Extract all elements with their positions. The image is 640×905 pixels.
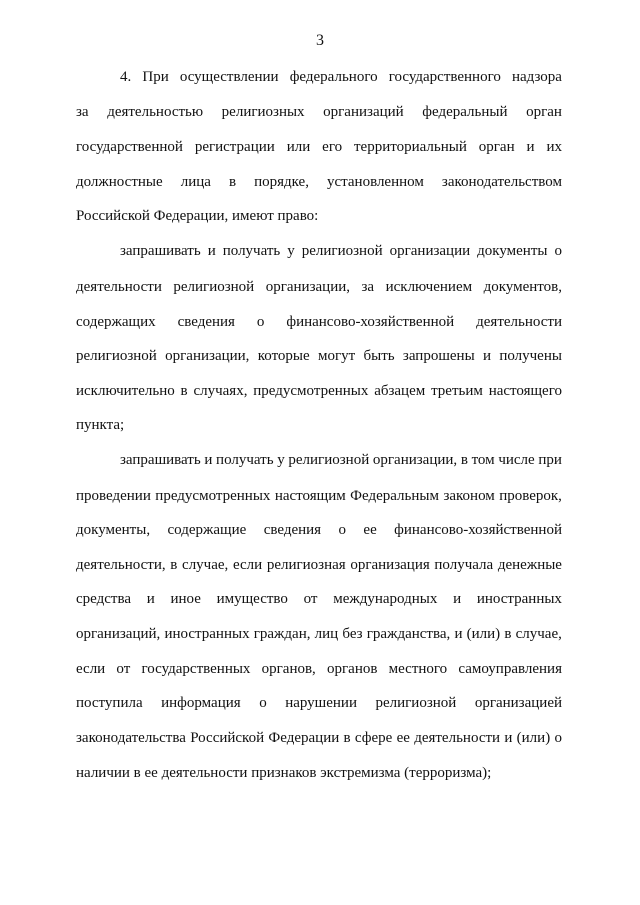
word: исключительно — [76, 383, 175, 399]
word: их — [546, 139, 562, 155]
text-line — [76, 381, 562, 401]
word: 4. — [120, 69, 132, 85]
word: законодательством — [441, 174, 562, 190]
word: в — [504, 626, 512, 642]
word: имущество — [216, 591, 288, 607]
word: запрошены — [402, 348, 475, 364]
word: деятельности — [476, 314, 562, 330]
text-line: пункта; — [76, 417, 125, 433]
word: быть — [363, 348, 395, 364]
word: в — [170, 557, 178, 573]
word: Федерации — [268, 730, 340, 746]
word: том — [471, 452, 495, 468]
word: и — [146, 591, 155, 607]
text-line — [76, 728, 562, 748]
word: о — [256, 314, 265, 330]
text-line — [76, 589, 562, 609]
word: документов, — [483, 279, 562, 295]
word: сведения — [263, 522, 322, 538]
word: случае, — [182, 557, 229, 573]
text-line: Российской Федерации, имеют право: — [76, 208, 319, 224]
word: за — [76, 104, 89, 120]
word: государственного — [388, 69, 501, 85]
word: религиозной — [288, 452, 370, 468]
word: при — [538, 452, 562, 468]
text-line — [76, 693, 562, 713]
word: содержащие — [167, 522, 247, 538]
text-line: наличии в ее деятельности признаков экстремизма (терроризма); — [76, 765, 492, 781]
word: организации, — [165, 348, 250, 364]
word: получены — [499, 348, 562, 364]
word: деятельности — [414, 730, 501, 746]
word: получала — [434, 557, 494, 573]
word: территориальный — [354, 139, 467, 155]
word: религиозной — [375, 695, 457, 711]
word: если — [76, 661, 106, 677]
word: и — [482, 348, 491, 364]
word: у — [277, 452, 285, 468]
word: Федеральным — [350, 488, 439, 504]
word: за — [361, 279, 375, 295]
word: лиц — [314, 626, 339, 642]
word: граждан, — [253, 626, 311, 642]
word: содержащих — [76, 314, 156, 330]
text-line — [120, 67, 562, 87]
word: или — [286, 139, 311, 155]
word: документы — [477, 243, 548, 259]
page-number: 3 — [316, 32, 324, 49]
word: органов, — [261, 661, 316, 677]
text-line — [120, 450, 562, 470]
word: ее — [363, 522, 377, 538]
word: его — [322, 139, 343, 155]
word: в — [460, 452, 468, 468]
word: организации — [389, 243, 471, 259]
word: финансово-хозяйственной — [394, 522, 562, 538]
word: государственной — [76, 139, 183, 155]
word: предусмотренных — [253, 383, 369, 399]
word: законом — [443, 488, 495, 504]
word: международных — [333, 591, 438, 607]
word: в — [343, 730, 351, 746]
word: средства — [76, 591, 132, 607]
word: организаций — [323, 104, 404, 120]
word: в — [228, 174, 237, 190]
word: сведения — [177, 314, 235, 330]
word: информация — [161, 695, 241, 711]
word: и — [454, 626, 463, 642]
word: регистрации — [194, 139, 275, 155]
word: настоящим — [274, 488, 346, 504]
word: и — [207, 243, 216, 259]
word: без — [342, 626, 363, 642]
word: надзора — [511, 69, 562, 85]
word: от — [303, 591, 318, 607]
word: государственных — [141, 661, 251, 677]
text-line — [76, 277, 562, 297]
word: деятельности — [76, 279, 162, 295]
word: лица — [180, 174, 211, 190]
word: случае, — [515, 626, 562, 642]
word: деятельности, — [76, 557, 166, 573]
word: запрашивать — [120, 452, 201, 468]
word: от — [116, 661, 131, 677]
text-line — [76, 137, 562, 157]
word: сфере — [354, 730, 393, 746]
word: исключением — [385, 279, 473, 295]
word: ее — [396, 730, 410, 746]
word: порядке, — [254, 174, 309, 190]
word: федерального — [289, 69, 378, 85]
word: (или) — [516, 730, 551, 746]
word: у — [287, 243, 295, 259]
word: и — [526, 139, 535, 155]
word: установленном — [326, 174, 424, 190]
word: самоуправления — [458, 661, 562, 677]
word: денежные — [497, 557, 562, 573]
word: запрашивать — [120, 243, 201, 259]
word: организацией — [474, 695, 562, 711]
word: получать — [222, 243, 281, 259]
word: иностранных — [164, 626, 250, 642]
word: абзацем — [374, 383, 426, 399]
text-line — [76, 312, 562, 332]
word: организации, — [372, 452, 458, 468]
word: могут — [317, 348, 356, 364]
word: и — [504, 730, 513, 746]
word: религиозной — [173, 279, 255, 295]
word: осуществлении — [179, 69, 279, 85]
word: должностные — [76, 174, 163, 190]
word: проверок, — [499, 488, 562, 504]
word: организация — [350, 557, 430, 573]
word: если — [232, 557, 263, 573]
word: иное — [170, 591, 201, 607]
word: религиозных — [221, 104, 305, 120]
word: и — [204, 452, 213, 468]
word: гражданства, — [366, 626, 451, 642]
word: и — [453, 591, 462, 607]
word: местного — [388, 661, 448, 677]
text-line — [76, 172, 562, 192]
text-line — [76, 102, 562, 122]
word: получать — [216, 452, 274, 468]
text-line — [76, 659, 562, 679]
text-line — [120, 241, 562, 261]
word: Российской — [190, 730, 265, 746]
word: документы, — [76, 522, 151, 538]
word: органов — [327, 661, 378, 677]
word: о — [259, 695, 267, 711]
word: законодательства — [76, 730, 186, 746]
text-line — [76, 555, 562, 575]
word: организации, — [265, 279, 350, 295]
word: орган — [526, 104, 562, 120]
text-line — [76, 624, 562, 644]
word: деятельностью — [107, 104, 204, 120]
word: финансово-хозяйственной — [286, 314, 455, 330]
word: нарушении — [285, 695, 357, 711]
text-line — [76, 486, 562, 506]
word: проведении — [76, 488, 151, 504]
text-line — [76, 346, 562, 366]
word: федеральный — [422, 104, 508, 120]
word: религиозной — [76, 348, 157, 364]
text-line — [76, 520, 562, 540]
word: настоящего — [488, 383, 562, 399]
word: числе — [498, 452, 535, 468]
word: о — [338, 522, 346, 538]
word: религиозной — [301, 243, 383, 259]
word: религиозная — [266, 557, 346, 573]
word: орган — [478, 139, 515, 155]
word: о — [554, 730, 562, 746]
word: в — [180, 383, 188, 399]
word: третьим — [431, 383, 483, 399]
word: организаций, — [76, 626, 161, 642]
word: (или) — [466, 626, 501, 642]
word: предусмотренных — [155, 488, 271, 504]
word: которые — [257, 348, 310, 364]
word: При — [142, 69, 169, 85]
word: о — [554, 243, 562, 259]
word: поступила — [76, 695, 143, 711]
word: иностранных — [476, 591, 562, 607]
word: случаях, — [193, 383, 248, 399]
